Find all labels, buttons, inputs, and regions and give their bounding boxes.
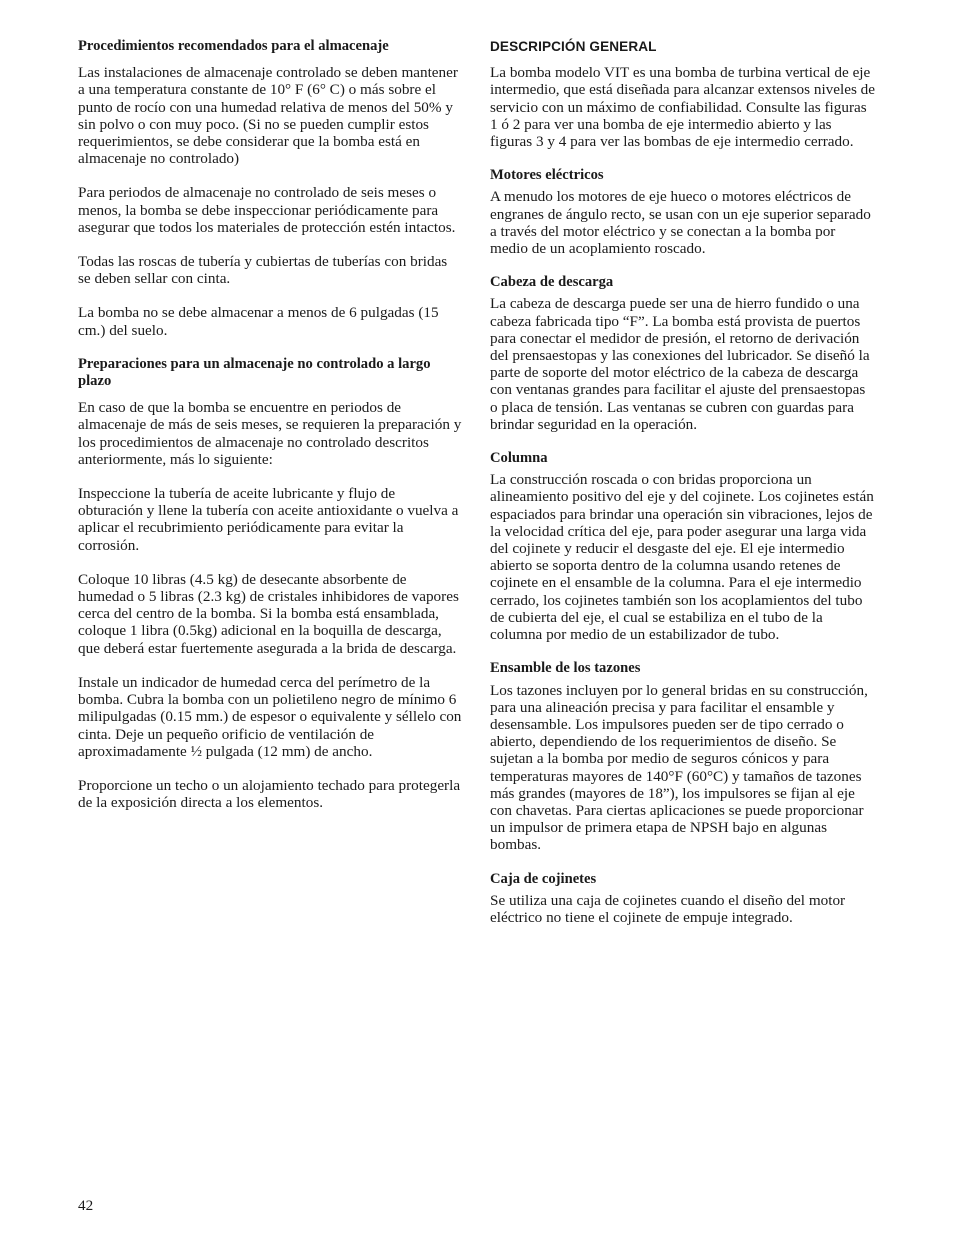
storage-procedures-heading: Procedimientos recomendados para el almacenaje xyxy=(78,38,389,54)
paragraph: Todas las roscas de tubería y cubiertas de tuberías con bridas se deben sellar con cinta. xyxy=(78,253,448,288)
column-heading: Columna xyxy=(490,450,548,467)
right-column xyxy=(490,38,875,926)
paragraph: Para periodos de almacenaje no controlado de seis meses o menos, la bomba se debe inspeccionar periódicamente para asegurar que todos los materiales de protección estén intactos. xyxy=(78,184,456,236)
discharge-head-heading: Cabeza de descarga xyxy=(490,274,614,291)
paragraph: Los tazones incluyen por lo general bridas en su construcción, para una alineación precisa y para facilitar el ensamble y desensamble. Los impulsores pueden ser de tipo cerrado o abierto, dependiendo de los requerimientos de diseño. Se sujetan a la bomba por medio de seguros cónicos y para temperaturas mayores de 140°F (60°C) y tamaños de tazones más grandes (mayores de 18”), los impulsores se fijan al eje con chavetas. Para ciertas aplicaciones se puede proporcionar un impulsor de primera etapa de NPSH bajo en algunas bombas. xyxy=(490,681,868,854)
left-column xyxy=(78,38,463,811)
paragraph: La bomba modelo VIT es una bomba de turbina vertical de eje intermedio, que está diseñada para alcanzar extensos niveles de servicio con un máximo de confiabilidad. Consulte las figuras 1 ó 2 para ver una bomba de eje intermedio abierto y las figuras 3 y 4 para ver las bombas de eje intermedio cerrado. xyxy=(490,64,876,151)
paragraph: La bomba no se debe almacenar a menos de 6 pulgadas (15 cm.) del suelo. xyxy=(78,304,439,339)
paragraph: Inspeccione la tubería de aceite lubricante y flujo de obturación y llene la tubería con aceite antioxidante o vuelva a aplicar el recubrimiento periódicamente para evitar la corrosión. xyxy=(78,485,459,554)
paragraph: Coloque 10 libras (4.5 kg) de desecante absorbente de humedad o 5 libras (2.3 kg) de cristales inhibidores de vapores cerca del centro de la bomba. Si la bomba está ensamblada, coloque 1 libra (0.5kg) adicional en la boquilla de descarga, que deberá estar fuertemente asegurada a la brida de descarga. xyxy=(78,570,459,657)
paragraph: Las instalaciones de almacenaje controlado se deben mantener a una temperatura constante de 10° F (6° C) o más sobre el punto de rocío con una humedad relativa de menos del 50% y sin polvo o con muy poco. (Si no se pueden cumplir estos requerimientos, se debe considerar que la bomba está en almacenaje no controlado) xyxy=(78,64,458,168)
paragraph: Instale un indicador de humedad cerca del perímetro de la bomba. Cubra la bomba con un polietileno negro de mínimo 6 milipulgadas (0.15 mm.) de espesor o equivalente y séllelo con cinta. Deje un pequeño orificio de ventilación de aproximadamente ½ pulgada (12 mm) de ancho. xyxy=(78,673,462,760)
paragraph: A menudo los motores de eje hueco o motores eléctricos de engranes de ángulo recto, se usan con un eje superior separado a través del motor eléctrico y se conectan a la bomba por medio de un acoplamiento roscado. xyxy=(490,188,871,258)
long-term-storage-heading: Preparaciones para un almacenaje no controlado a largo plazo xyxy=(78,355,431,390)
paragraph: La construcción roscada o con bridas proporciona un alineamiento positivo del eje y del cojinete. Los cojinetes están espaciados para brindar una operación sin vibraciones, lejos de la velocidad crítica del eje, para poder asegurar una larga vida del cojinete y reducir el desgaste del eje. El eje intermedio abierto se soporta dentro de la columna usando retenes de cojinete en el ensamble de la columna. Para el eje intermedio cerrado, los cojinetes también son los acoplamientos del tubo de cubierta del eje, el cual se estabiliza en el tubo de la columna por medio de un estabilizador de tubo. xyxy=(490,471,874,644)
motors-heading: Motores eléctricos xyxy=(490,167,604,184)
paragraph: En caso de que la bomba se encuentre en periodos de almacenaje de más de seis meses, se requieren la preparación y los procedimientos de almacenaje no controlado descritos anteriormente, más lo siguiente: xyxy=(78,399,462,468)
section-title: DESCRIPCIÓN GENERAL xyxy=(490,39,657,54)
paragraph: La cabeza de descarga puede ser una de hierro fundido o una cabeza fabricada tipo “F”. La bomba está provista de puertos para conectar el medidor de presión, el retorno de derivación del prensaestopas y las conexiones del lubricador. Se diseñó la parte de soporte del motor eléctrico de la cabeza de descarga con ventanas grandes para facilitar el ajuste del prensaestopas o placa de tensión. Las ventanas se cubren con guardas para brindar seguridad en la operación. xyxy=(490,295,870,433)
bowl-assembly-heading: Ensamble de los tazones xyxy=(490,660,641,677)
paragraph: Proporcione un techo o un alojamiento techado para protegerla de la exposición directa a los elementos. xyxy=(78,776,461,812)
paragraph: Se utiliza una caja de cojinetes cuando el diseño del motor eléctrico no tiene el cojinete de empuje integrado. xyxy=(490,891,846,926)
page-number: 42 xyxy=(78,1197,94,1214)
bearing-housing-heading: Caja de cojinetes xyxy=(490,870,597,887)
